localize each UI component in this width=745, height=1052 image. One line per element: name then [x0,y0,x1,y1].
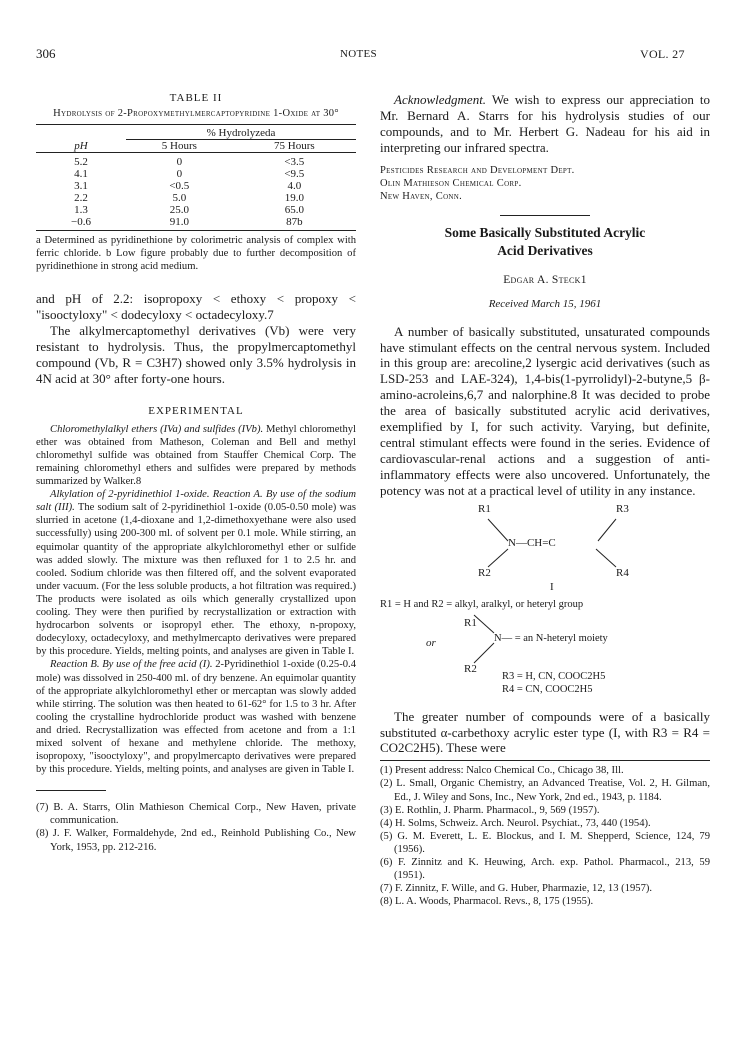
footnotes [380,764,710,908]
volume: VOL. 27 [640,47,685,61]
footnote-8: (8) J. F. Walker, Formaldehyde, 2nd ed., Reinhold Publishing Co., New York, 1953, pp. 212-216. [36,828,356,853]
table-cell: 3.1 [74,180,88,192]
footnote-5: (5) G. M. Everett, L. E. Blockus, and I. M. Shepperd, Science, 124, 79 (1956). [380,830,710,855]
exp-chloromethyl-paragraph [36,423,356,488]
table-body [36,125,356,231]
structure-def-1: R1 = H and R2 = alkyl, aralkyl, or heteryl group [380,598,584,610]
table-cell: 19.0 [284,192,304,204]
col-header-5h: 5 Hours [161,140,197,152]
author: Edgar A. Steck1 [503,273,587,286]
acknowledgment-paragraph [380,92,710,156]
right-column [380,92,710,908]
structure-formula [380,503,710,699]
article-title [380,224,710,260]
table-title: Hydrolysis of 2-Propoxymethylmercaptopyridine 1-Oxide at 30° [53,108,339,119]
footnote-3: (3) E. Rothlin, J. Pharm. Pharmacol., 9, 569 (1957). [380,804,600,816]
carbethoxy-paragraph: The greater number of compounds were of a basically substituted α-carbethoxy acrylic ester type (I, with R3 = R4 = CO2C2H5). These were [380,708,710,756]
table-ii [36,92,356,273]
exp-reaction-b-title: Reaction B. By use of the free acid (I). [50,659,213,671]
structure-r4: R4 [616,566,629,579]
footnote-7: (7) B. A. Starrs, Olin Mathieson Chemical Corp., New Haven, private communication. [36,802,356,827]
table-cell: 5.2 [74,156,88,168]
table-cell: 0 [176,156,183,168]
structure-nheteryl: N— = an N-heteryl moiety [494,632,608,644]
structure-core: N—CH=C [508,536,556,549]
exp-reaction-b-text: 2-Pyridinethiol 1-oxide (0.25-0.4 mole) was dissolved in 250-400 ml. of dry benzene. An equimolar quantity of the appropriate alkylchloromethyl ether or mercaptan was slowly added while stirring. The solution was then heated to 61-62° for 1.5 to 3 hr. After cooling the crystalline hydrochloride product was washed with benzene and dried. Recrystallization was effected from acetone and from a 1:1 mixed solvent of hexane and methylene chloride. The methoxy, isopropoxy, "isooctyloxy", and propylmercapto derivatives were prepared by this procedure. Yields, melting points, and analyses are given in Table I. [36,659,356,776]
exp-reaction-a-title: Alkylation of 2-pyridinethiol 1-oxide. Reaction A. By use of the sodium salt (III). [36,489,356,514]
exp-reaction-b-paragraph [36,658,356,776]
footnote-6: (6) F. Zinnitz and K. Heuwing, Arch. exp. Pathol. Pharmacol., 213, 59 (1951). [380,856,710,882]
structure-def-4: R4 = CN, COOC2H5 [502,683,593,695]
footnote-8-right: (8) L. A. Woods, Pharmacol. Revs., 8, 175 (1955). [380,896,594,908]
page-number: 306 [36,46,56,61]
table-cell: −0.6 [71,216,91,228]
hydrolysis-order-text: and pH of 2.2: isopropoxy < ethoxy < propoxy < "isooctyloxy" < dodecyloxy < octadecyloxy.7 [36,291,356,323]
footnote-2: (2) L. Small, Organic Chemistry, an Advanced Treatise, Vol. 2, H. Gilman, Ed., J. Wiley and Sons, Inc., New York, 2nd ed., 1943, p. 1184. [380,778,710,803]
col-header-ph: pH [74,139,88,152]
table-cell: 4.0 [287,180,302,192]
table-cell: 2.2 [74,192,88,204]
table-cell: 87b [286,216,303,228]
exp-chloromethyl-title: Chloromethylalkyl ethers (IVa) and sulfides (IVb). [50,423,264,435]
structure-label: I [550,580,554,593]
footnote-rule [380,760,710,761]
col-header-75h: 75 Hours [274,140,315,152]
exp-reaction-a-text: The sodium salt of 2-pyridinethiol 1-oxide (0.05-0.50 mole) was slurried in acetone (1,4-dioxane and 1,2-dimethoxyethane were also used successfully) using 200-300 ml. of solvent per 0.1 mole. While stirring, an equimolar quantity of the appropriate alkylchloromethyl ether or sulfide was added slowly. The mixture was then refluxed for 1 to 2.5 hr. and cooled. Sodium chloride was then filtered off, and the solvent evaporated under vacuum. (For the less soluble products, a hot filtration was required.) The products were isolated as oils which generally crystallized upon cooling. They were then purified by recrystallization or extraction with hydrocarbon solvents or isopropyl ether. The ethoxy, n-propoxy, dodecyloxy, octadecyloxy, and methylmercapto derivatives were prepared by this procedure. Yields, melting points, and analyses are given in Table I. [36,502,356,658]
table-cell: 25.0 [169,204,189,216]
acknowledgment-label: Acknowledgment. [394,92,487,107]
table-cell: <0.5 [169,180,190,192]
footnote-divider [36,790,106,791]
table-span-header: % Hydrolyzeda [126,125,356,140]
affiliation [380,164,710,203]
structure-r1: R1 [478,502,491,515]
structure-r2: R2 [478,566,491,579]
table-cell: 65.0 [284,204,304,216]
footnote-4: (4) H. Solms, Schweiz. Arch. Neurol. Psychiat., 73, 440 (1954). [380,817,651,829]
exp-chloromethyl-text: Methyl chloromethyl ether was obtained from Matheson, Coleman and Bell and methyl chloromethyl sulfide was obtained from Stauffer Chemical Corp. The remaining chloromethyl ethers and sulfides were prepared by methods summarized by Walker.8 [36,423,356,488]
structure-r3: R3 [616,502,629,515]
exp-reaction-a-paragraph [36,488,356,658]
affiliation-line-3: New Haven, Conn. [380,190,463,202]
table-cell: 4.1 [74,168,88,180]
acknowledgment-text: We wish to express our appreciation to Mr. Bernard A. Starrs for his hydrolysis studies of our compounds, and to Mr. Herbert G. Nadeau for his aid in interpreting our infrared spectra. [380,92,711,155]
structure-r2-alt: R2 [464,662,477,675]
table-cell: 5.0 [172,192,187,204]
alkylmercaptomethyl-paragraph: The alkylmercaptomethyl derivatives (Vb) were very resistant to hydrolysis. Thus, the propylmercaptomethyl compound (Vb, R = C3H7) showed only 3.5% hydrolysis in 4N acid at 30° after forty-one hours. [36,323,356,386]
table-caption: TABLE II [169,92,223,104]
table-cell: <9.5 [284,168,305,180]
article-title-line-1: Some Basically Substituted Acrylic [444,224,646,240]
running-section: NOTES [340,48,377,60]
table-cell: 1.3 [74,204,88,216]
affiliation-line-2: Olin Mathieson Chemical Corp. [380,177,522,189]
intro-paragraph: A number of basically substituted, unsaturated compounds have stimulant effects on the central nervous system. Included in this group are: arecoline,2 lysergic acid derivatives (such as LSD-253 and LAE-324), 1,4-bis(1-pyrrolidyl)-2-butyne,5 β-amino-acroleins,6,7 and nalorphine.8 It was decided to probe the area of basically substituted acrylic acid derivatives, exemplified by I, for such activity. Varying, but definite, central stimulant effects were found in the series. Evidence of cardiovascular-renal actions and a suggestion of anti-inflammatory effects were also uncovered. Unfortunately, the potency was not at a practical level of utility in any instance. [380,323,710,498]
experimental-heading: EXPERIMENTAL [148,404,244,417]
table-cell: <3.5 [284,156,305,168]
structure-or: or [426,636,436,649]
received-date: Received March 15, 1961 [488,297,602,310]
structure-def-3: R3 = H, CN, COOC2H5 [502,670,606,682]
table-footnote: a Determined as pyridinethione by colorimetric analysis of complex with ferric chloride. b Low figure probably due to further decomposition of pyridinethione in strong acid medium. [36,235,356,273]
table-cell: 91.0 [169,216,189,228]
footnote-7-right: (7) F. Zinnitz, F. Wille, and G. Huber, Pharmazie, 12, 13 (1957). [380,883,653,895]
structure-r1-alt: R1 [464,616,477,629]
article-title-line-2: Acid Derivatives [497,242,593,258]
table-cell: 0 [176,168,183,180]
article-divider [500,215,590,216]
left-column [36,92,356,854]
footnote-1: (1) Present address: Nalco Chemical Co., Chicago 38, Ill. [380,765,624,777]
affiliation-line-1: Pesticides Research and Development Dept. [380,164,575,176]
